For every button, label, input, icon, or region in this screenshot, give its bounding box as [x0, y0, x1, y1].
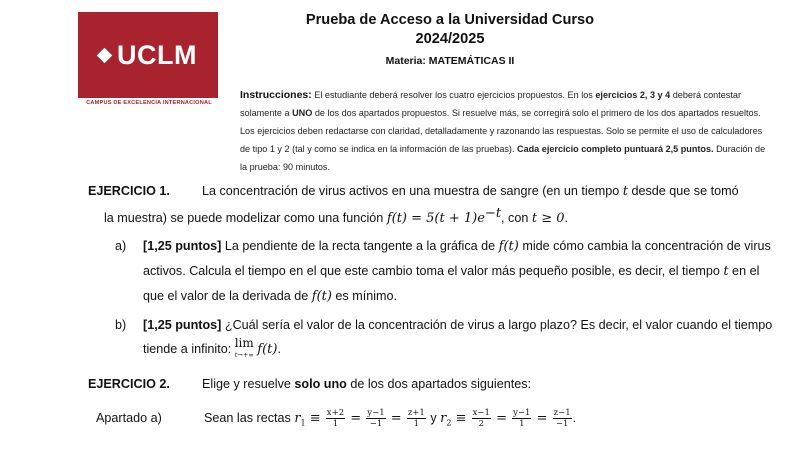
exercise-2-label: EJERCICIO 2.: [88, 377, 170, 391]
frac-r2-z: [553, 408, 572, 429]
frac-den: 2: [478, 419, 484, 430]
title-line-1: Prueba de Acceso a la Universidad Curso: [305, 12, 595, 28]
ex2-apartado-a: [204, 406, 774, 436]
ex2-lines-text: Sean las rectas: [204, 411, 295, 425]
eq-3: =: [491, 411, 512, 426]
ex1-function-exp: −t: [484, 206, 502, 221]
ex1-b-points: [1,25 puntos]: [143, 318, 222, 332]
instructions-text-3: de los dos apartados propuestos. Si resuelve más, se corregirá solo el primero de los dos apartados resueltos. Los ejercicios deben redactarse con claridad, detalladamente y razonando las respuestas. Solo se permite el uso de calculadores de tipo 1 y 2 (tal y como se indica en la información de las pruebas).: [240, 108, 763, 154]
ex1-a-points: [1,25 puntos]: [143, 239, 222, 253]
and-text: y: [426, 411, 441, 425]
ex1-cond: , con: [501, 211, 532, 226]
ex1-cond-end: .: [564, 211, 569, 226]
title-line-2: 2024/2025: [415, 31, 485, 47]
exercise-2-intro: [88, 372, 778, 396]
ex1-a-text-3: en el que el valor de la derivada de: [143, 264, 760, 303]
r2-symbol: r: [440, 411, 447, 426]
equiv-1: ≡: [305, 411, 325, 426]
ex2-apartado-label: Apartado a): [96, 411, 162, 425]
ex1-a-text-1: La pendiente de la recta tangente a la gráfica de: [221, 239, 499, 253]
uclm-logo: [78, 12, 218, 98]
ex2-intro-1: Elige y resuelve: [202, 377, 295, 391]
ex1-a-text-4: es mínimo.: [331, 289, 398, 303]
ex1-b-marker: b): [115, 318, 127, 332]
ex1-intro-3: la muestra) se puede modelizar como una función: [104, 211, 387, 226]
limit-expression: [235, 337, 254, 361]
r2-sub: 2: [446, 418, 452, 428]
logo-wordmark: [99, 40, 197, 71]
frac-num: y−1: [367, 408, 385, 419]
exam-subject: Materia: MATEMÁTICAS II: [385, 55, 515, 67]
ex1-b-end: .: [277, 342, 281, 356]
frac-r1-y: [366, 408, 385, 429]
ex1-a-ft: f(t): [498, 239, 519, 254]
logo-subtitle: CAMPUS DE EXCELENCIA INTERNACIONAL: [86, 100, 212, 106]
frac-num: x−1: [472, 408, 490, 419]
diamond-icon: [97, 47, 113, 63]
instructions-text-1: El estudiante deberá resolver los cuatro ejercicios propuestos. En los: [311, 90, 596, 100]
frac-num: y−1: [513, 408, 531, 419]
frac-den: −1: [369, 419, 383, 430]
eq-1: =: [346, 411, 366, 426]
lim-subscript: t→+∞: [234, 351, 254, 359]
frac-den: 1: [519, 419, 525, 430]
ex1-b-text-1: ¿Cuál sería el valor de la concentración de virus a largo plazo? Es decir, el valor cuando el tiempo tiende a infinito:: [143, 318, 773, 356]
ex1-function: f(t) = 5(t + 1)e: [386, 211, 485, 227]
exercise-1-intro: [88, 179, 778, 204]
ex1-a-t: t: [723, 264, 729, 279]
ex2-end: .: [572, 411, 577, 425]
eq-4: =: [532, 411, 552, 426]
instructions: [240, 86, 772, 176]
frac-r1-z: [407, 408, 426, 429]
frac-den: 1: [332, 419, 339, 430]
ex1-part-b: [143, 313, 773, 362]
instructions-text-4: Duración de la prueba: 90 minutos.: [240, 144, 766, 172]
exercise-1-intro-cont: [104, 202, 784, 231]
frac-den: −1: [555, 419, 569, 430]
r1-symbol: r: [294, 411, 301, 426]
instructions-bold-2: UNO: [292, 108, 313, 118]
eq-2: =: [386, 411, 406, 426]
frac-num: x+2: [326, 408, 345, 419]
r1-sub: 1: [300, 418, 306, 428]
ex1-a-marker: a): [115, 239, 127, 253]
ex1-intro-2: desde que se tomó: [627, 184, 739, 198]
ex2-intro-bold: solo uno: [294, 377, 347, 391]
ex1-part-a: [143, 234, 773, 309]
ex1-cond-math: t ≥ 0: [531, 211, 565, 227]
instructions-label: Instrucciones:: [240, 89, 312, 101]
frac-r1-x: [326, 408, 345, 429]
frac-r2-y: [512, 408, 531, 429]
ex1-a-ft-2: f(t): [311, 289, 332, 304]
instructions-bold-3: Cada ejercicio completo puntuará 2,5 puntos.: [517, 144, 714, 154]
lim-label: lim: [234, 336, 254, 350]
instructions-text-2: deberá contestar solamente a: [240, 90, 741, 118]
frac-num: z+1: [407, 408, 425, 419]
instructions-bold-1: ejercicios 2, 3 y 4: [595, 90, 671, 100]
exam-title: [300, 11, 600, 49]
frac-num: z−1: [553, 408, 571, 419]
equiv-2: ≡: [451, 411, 471, 426]
frac-r2-x: [472, 408, 491, 429]
ex2-intro-2: de los dos apartados siguientes:: [346, 377, 532, 391]
exercise-1-label: EJERCICIO 1.: [88, 184, 170, 198]
logo-text: UCLM: [117, 39, 197, 70]
frac-den: 1: [413, 419, 420, 430]
ex1-intro-1: La concentración de virus activos en una muestra de sangre (en un tiempo: [202, 184, 623, 198]
ex1-intro-t: t: [622, 184, 628, 199]
ex1-a-text-2: mide cómo cambia la concentración de virus activos. Calcula el tiempo en el que este cambio toma el valor más pequeño posible, es decir, el tiempo: [143, 239, 771, 278]
ex1-b-ft: f(t): [257, 342, 278, 357]
